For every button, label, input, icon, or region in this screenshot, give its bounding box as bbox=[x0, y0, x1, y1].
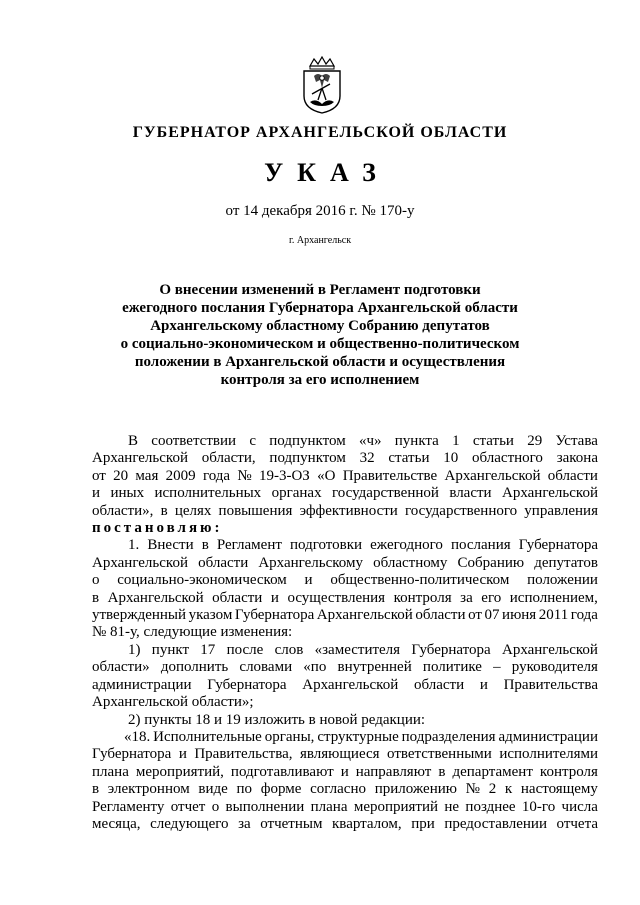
word: администрации bbox=[92, 676, 192, 693]
word: виде bbox=[198, 781, 228, 798]
word: в bbox=[160, 502, 168, 519]
word: области, bbox=[201, 450, 256, 467]
word: области bbox=[413, 676, 465, 693]
body-line bbox=[92, 468, 598, 485]
word: структурные bbox=[317, 728, 399, 745]
word: Правительства bbox=[503, 676, 598, 693]
word: политике bbox=[422, 659, 482, 676]
word: № bbox=[465, 781, 480, 798]
word: и bbox=[178, 746, 187, 763]
word: Архангельской bbox=[316, 607, 413, 624]
word: плана bbox=[92, 763, 129, 780]
word: области», bbox=[92, 502, 154, 519]
word: подготовки bbox=[289, 537, 363, 554]
word: 2009 bbox=[165, 467, 196, 484]
word: и bbox=[270, 589, 279, 606]
word: исполнительных bbox=[154, 485, 262, 502]
word: Губернатора bbox=[518, 537, 598, 554]
word: его bbox=[481, 589, 502, 606]
word: месяца, bbox=[92, 815, 141, 832]
word: Архангельской bbox=[501, 641, 598, 658]
subject-line: Архангельскому областному Собранию депутатов bbox=[150, 318, 490, 334]
word: от bbox=[92, 467, 106, 484]
word: июня bbox=[502, 607, 537, 624]
word: мая bbox=[135, 467, 159, 484]
word: повышения bbox=[218, 502, 293, 519]
word: отчет bbox=[170, 798, 206, 815]
word: позднее bbox=[465, 798, 516, 815]
body-line bbox=[92, 433, 598, 450]
word: «18. bbox=[124, 728, 151, 745]
document-type: УКАЗ bbox=[264, 158, 390, 187]
word: эффективности bbox=[299, 502, 398, 519]
word: Архангельскому bbox=[258, 554, 363, 571]
word: 2011 bbox=[538, 607, 569, 624]
word: контроля bbox=[393, 589, 452, 606]
word: области bbox=[547, 467, 598, 484]
word: настоящему bbox=[520, 781, 598, 798]
word: общественно-политическом bbox=[330, 572, 510, 589]
word: власти bbox=[449, 485, 492, 502]
word: «О bbox=[317, 467, 336, 484]
word: В bbox=[128, 433, 139, 449]
body-line bbox=[92, 677, 598, 694]
word: подпунктом bbox=[269, 450, 346, 467]
word: согласно bbox=[310, 781, 366, 798]
word: Исполнительные bbox=[153, 728, 262, 745]
word: не bbox=[444, 798, 460, 815]
word: Внести bbox=[147, 537, 194, 554]
word: исполнением, bbox=[509, 589, 598, 606]
word: внутренней bbox=[337, 659, 412, 676]
word: статьи bbox=[472, 433, 514, 449]
word: управления bbox=[524, 502, 598, 519]
word: Архангельской bbox=[444, 467, 541, 484]
word: ежегодного bbox=[370, 537, 443, 554]
word: за bbox=[238, 815, 251, 832]
word: в bbox=[92, 589, 100, 606]
word: депутатов bbox=[534, 554, 598, 571]
word: Губернатора bbox=[411, 641, 491, 658]
subject-line: О внесении изменений в Регламент подготовки bbox=[159, 282, 481, 298]
body-line bbox=[92, 572, 598, 589]
decree-body bbox=[92, 433, 598, 833]
word: закона bbox=[556, 450, 598, 467]
word: в bbox=[92, 781, 100, 798]
word: дополнить bbox=[160, 659, 229, 676]
word: Правительстве bbox=[342, 467, 438, 484]
word: государственного bbox=[404, 502, 518, 519]
word: с bbox=[249, 433, 256, 449]
org-title: ГУБЕРНАТОР АРХАНГЕЛЬСКОЙ ОБЛАСТИ bbox=[132, 124, 508, 141]
body-line: 2) пункты 18 и 19 изложить в новой редакции: bbox=[128, 711, 426, 728]
word: Регламенту bbox=[92, 798, 165, 815]
word: и bbox=[304, 572, 313, 589]
word: положении bbox=[527, 572, 598, 589]
word: соответствии bbox=[151, 433, 237, 449]
word: статьи bbox=[388, 450, 430, 467]
word: Устава bbox=[555, 433, 598, 449]
subject-line: положении в Архангельской области и осуществления bbox=[134, 354, 506, 370]
word: и bbox=[92, 485, 101, 502]
body-line bbox=[92, 781, 598, 798]
word: Правительства, bbox=[194, 746, 293, 763]
word: предоставлении bbox=[444, 815, 547, 832]
word: Губернатора bbox=[207, 676, 287, 693]
body-line bbox=[92, 746, 598, 763]
word: при bbox=[411, 815, 435, 832]
word: области» bbox=[92, 659, 150, 676]
word: года bbox=[570, 607, 598, 624]
word: администрации bbox=[498, 728, 598, 745]
word: 1) bbox=[128, 641, 141, 658]
word: социально-экономическом bbox=[117, 572, 287, 589]
word: подпунктом bbox=[269, 433, 346, 449]
word: «ч» bbox=[358, 433, 382, 449]
word: осуществления bbox=[287, 589, 386, 606]
word: послания bbox=[450, 537, 511, 554]
word: выполнении bbox=[225, 798, 305, 815]
word: отчета bbox=[556, 815, 598, 832]
word: области bbox=[198, 554, 249, 571]
decree-city: г. Архангельск bbox=[288, 235, 352, 246]
body-line bbox=[92, 729, 598, 746]
word: электронном bbox=[107, 781, 190, 798]
word: в bbox=[438, 763, 446, 780]
word: после bbox=[226, 641, 264, 658]
word: органы, bbox=[264, 728, 315, 745]
body-line bbox=[92, 764, 598, 781]
word: о bbox=[92, 572, 100, 589]
word: к bbox=[504, 781, 513, 798]
word: области bbox=[212, 589, 263, 606]
body-line bbox=[92, 485, 598, 502]
decree-subject bbox=[120, 281, 520, 389]
word: отчетным bbox=[260, 815, 323, 832]
word: «по bbox=[303, 659, 327, 676]
word: кварталом, bbox=[332, 815, 402, 832]
word: Губернатора bbox=[92, 746, 172, 763]
word: ответственными bbox=[387, 746, 492, 763]
body-line bbox=[92, 816, 598, 833]
word: по bbox=[236, 781, 253, 798]
body-line bbox=[92, 642, 598, 659]
word: 19-3-ОЗ bbox=[258, 467, 310, 484]
word: мероприятий, bbox=[135, 763, 224, 780]
word: являющиеся bbox=[300, 746, 380, 763]
word: и bbox=[479, 676, 488, 693]
word: указом bbox=[188, 607, 233, 624]
decree-date: от 14 декабря 2016 г. № 170-у bbox=[225, 203, 415, 219]
word: государственной bbox=[332, 485, 439, 502]
body-line: № 81-у, следующие изменения: bbox=[92, 624, 293, 641]
word: «заместителя bbox=[314, 641, 401, 658]
word: 1. bbox=[128, 537, 140, 554]
body-line bbox=[92, 607, 598, 624]
subject-line: контроля за его исполнением bbox=[220, 372, 420, 388]
word: следующего bbox=[150, 815, 229, 832]
word: мероприятий bbox=[353, 798, 439, 815]
resolution-word: постановляю: bbox=[92, 520, 223, 537]
coat-of-arms-icon bbox=[300, 56, 344, 114]
word: 07 bbox=[484, 607, 500, 624]
word: о bbox=[211, 798, 220, 815]
word: областному bbox=[373, 554, 448, 571]
word: – bbox=[493, 659, 501, 676]
word: 10 bbox=[443, 450, 459, 467]
word: иных bbox=[110, 485, 145, 502]
word: слов bbox=[274, 641, 304, 658]
word: Архангельской bbox=[92, 450, 188, 467]
word: 2 bbox=[488, 781, 497, 798]
word: утвержденный bbox=[92, 607, 187, 624]
word: целях bbox=[174, 502, 212, 519]
word: словами bbox=[239, 659, 293, 676]
body-line bbox=[92, 537, 598, 554]
body-line bbox=[92, 503, 598, 520]
word: департамент bbox=[452, 763, 533, 780]
body-line bbox=[92, 450, 598, 467]
body-line bbox=[92, 590, 598, 607]
word: пункт bbox=[151, 641, 189, 658]
word: 29 bbox=[527, 433, 543, 449]
word: 17 bbox=[200, 641, 216, 658]
word: плана bbox=[310, 798, 348, 815]
body-line: Архангельской области»; bbox=[92, 694, 254, 711]
word: областного bbox=[472, 450, 543, 467]
body-line bbox=[92, 659, 598, 676]
word: в bbox=[201, 537, 209, 554]
subject-line: о социально-экономическом и общественно-политическом bbox=[120, 336, 520, 352]
word: числа bbox=[561, 798, 598, 815]
word: органах bbox=[271, 485, 322, 502]
word: контроля bbox=[539, 763, 598, 780]
subject-line: ежегодного послания Губернатора Архангельской области bbox=[122, 300, 518, 316]
word: области bbox=[415, 607, 466, 624]
word: 32 bbox=[359, 450, 375, 467]
word: Губернатора bbox=[234, 607, 315, 624]
word: Архангельской bbox=[302, 676, 399, 693]
word: Регламент bbox=[216, 537, 282, 554]
word: исполнителями bbox=[499, 746, 598, 763]
word: от bbox=[468, 607, 482, 624]
word: 20 bbox=[113, 467, 129, 484]
word: 10-го bbox=[521, 798, 556, 815]
word: 1 bbox=[452, 433, 460, 449]
body-line bbox=[92, 799, 598, 816]
word: № bbox=[237, 467, 252, 484]
word: подготавливают bbox=[230, 763, 334, 780]
word: и bbox=[340, 763, 349, 780]
word: руководителя bbox=[511, 659, 598, 676]
word: форме bbox=[260, 781, 302, 798]
body-line bbox=[92, 555, 598, 572]
word: направляют bbox=[355, 763, 432, 780]
word: за bbox=[460, 589, 473, 606]
word: Архангельской bbox=[107, 589, 204, 606]
word: Архангельской bbox=[92, 554, 188, 571]
word: Архангельской bbox=[502, 485, 598, 502]
word: приложению bbox=[374, 781, 457, 798]
word: Собранию bbox=[457, 554, 525, 571]
word: пункта bbox=[394, 433, 439, 449]
word: подразделения bbox=[401, 728, 496, 745]
word: года bbox=[202, 467, 231, 484]
